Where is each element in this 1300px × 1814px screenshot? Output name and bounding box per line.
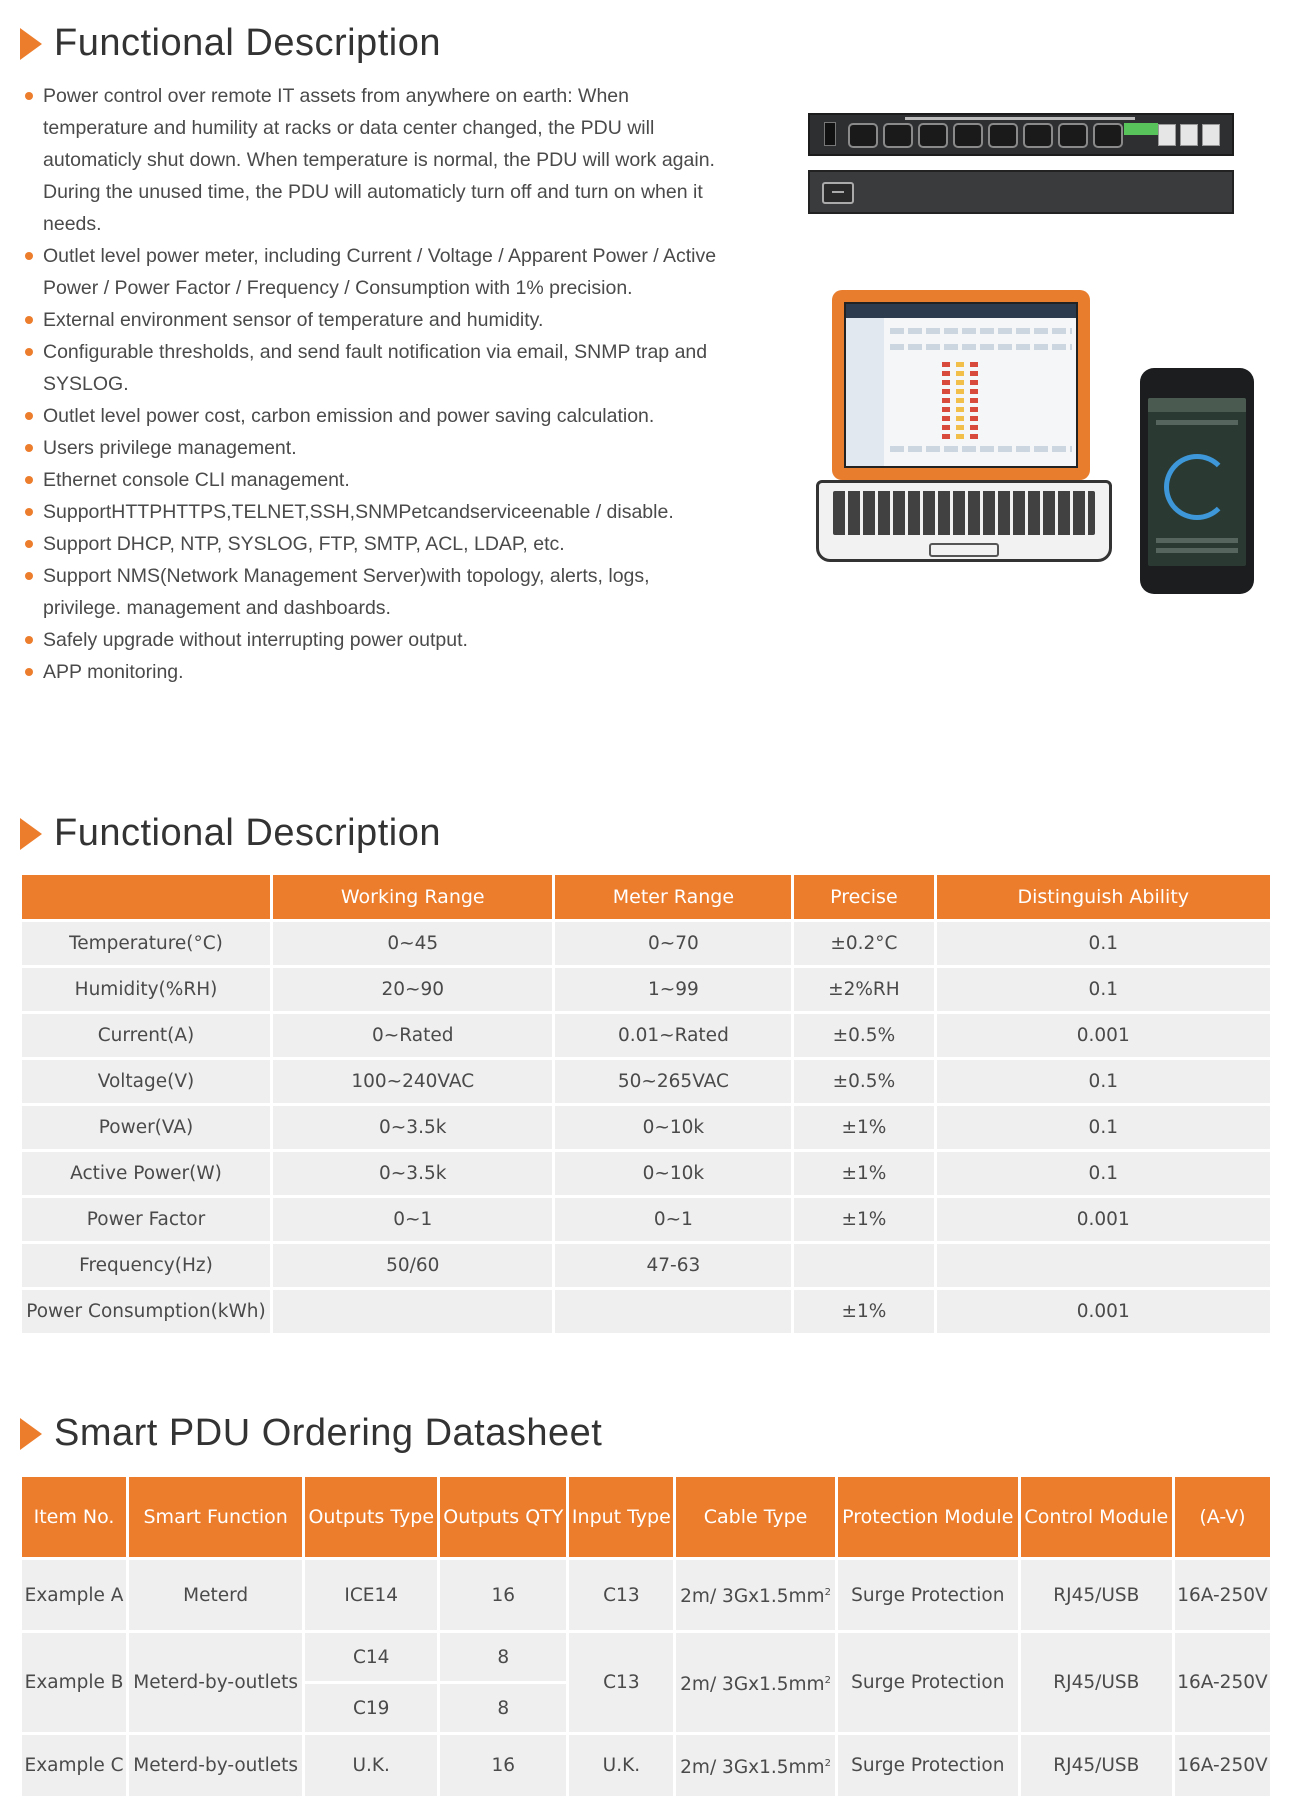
table-cell: Humidity(%RH) bbox=[22, 968, 270, 1011]
port-icon bbox=[1202, 124, 1220, 146]
superscript: 2 bbox=[824, 1587, 831, 1599]
outlet-icon bbox=[848, 123, 878, 148]
table-cell: Meterd bbox=[129, 1560, 302, 1630]
column-header: Working Range bbox=[273, 875, 552, 919]
table-cell: C14 bbox=[305, 1633, 437, 1681]
section-title-functional-1 bbox=[20, 22, 441, 65]
table-cell bbox=[794, 1244, 933, 1287]
table-cell: 100~240VAC bbox=[273, 1060, 552, 1103]
table-cell: 0~10k bbox=[555, 1152, 791, 1195]
list-item: Support NMS(Network Management Server)with topology, alerts, logs, privilege. management and dashboards. bbox=[22, 560, 722, 624]
cable-text: 2m/ 3Gx1.5mm bbox=[680, 1757, 825, 1779]
table-row bbox=[22, 1198, 1270, 1241]
triangle-bullet-icon bbox=[20, 818, 42, 850]
table-cell: ±1% bbox=[794, 1198, 933, 1241]
table-cell: C19 bbox=[305, 1684, 437, 1732]
table-row bbox=[22, 1633, 1270, 1681]
table-cell: Meterd-by-outlets bbox=[129, 1735, 302, 1796]
table-cell: Voltage(V) bbox=[22, 1060, 270, 1103]
triangle-bullet-icon bbox=[20, 1418, 42, 1450]
table-cell: 0.1 bbox=[937, 968, 1270, 1011]
section-heading: Smart PDU Ordering Datasheet bbox=[54, 1412, 603, 1454]
table-cell: 0~1 bbox=[273, 1198, 552, 1241]
list-item: SupportHTTPHTTPS,TELNET,SSH,SNMPetcandserviceenable / disable. bbox=[22, 496, 722, 528]
table-cell: C13 bbox=[569, 1560, 673, 1630]
table-row bbox=[22, 1290, 1270, 1333]
table-cell: 16 bbox=[440, 1560, 566, 1630]
table-cell: Surge Protection bbox=[838, 1633, 1018, 1732]
table-cell: ±0.5% bbox=[794, 1060, 933, 1103]
phone-screen bbox=[1148, 398, 1246, 566]
column-header: Outputs Type bbox=[305, 1477, 437, 1557]
table-cell: 0.1 bbox=[937, 922, 1270, 965]
table-row bbox=[22, 1560, 1270, 1630]
pdu-front-image bbox=[808, 113, 1234, 156]
laptop-keyboard-image bbox=[816, 480, 1112, 562]
table-cell: 8 bbox=[440, 1633, 566, 1681]
table-cell: Power Consumption(kWh) bbox=[22, 1290, 270, 1333]
table-cell: Surge Protection bbox=[838, 1560, 1018, 1630]
superscript: 2 bbox=[824, 1674, 831, 1686]
table-cell: 0.1 bbox=[937, 1060, 1270, 1103]
table-cell: 50/60 bbox=[273, 1244, 552, 1287]
table-cell: 0.001 bbox=[937, 1290, 1270, 1333]
spec-table bbox=[19, 872, 1273, 1336]
list-item: Support DHCP, NTP, SYSLOG, FTP, SMTP, ACL, LDAP, etc. bbox=[22, 528, 722, 560]
table-cell: 0~70 bbox=[555, 922, 791, 965]
section-title-functional-2 bbox=[20, 812, 441, 855]
table-cell: ±1% bbox=[794, 1290, 933, 1333]
table-cell: 1~99 bbox=[555, 968, 791, 1011]
table-cell: Example B bbox=[22, 1633, 126, 1732]
outlet-icon bbox=[918, 123, 948, 148]
table-cell: 0.01~Rated bbox=[555, 1014, 791, 1057]
triangle-bullet-icon bbox=[20, 28, 42, 60]
column-header: Distinguish Ability bbox=[937, 875, 1270, 919]
table-cell: C13 bbox=[569, 1633, 673, 1732]
table-row bbox=[22, 922, 1270, 965]
table-cell bbox=[676, 1633, 834, 1732]
table-cell: 0~1 bbox=[555, 1198, 791, 1241]
table-cell: RJ45/USB bbox=[1021, 1560, 1172, 1630]
table-cell: Power Factor bbox=[22, 1198, 270, 1241]
port-icon bbox=[1180, 124, 1198, 146]
table-row bbox=[22, 1152, 1270, 1195]
touchpad bbox=[929, 543, 999, 557]
table-header-row bbox=[22, 875, 1270, 919]
table-row bbox=[22, 1014, 1270, 1057]
table-cell: 0.1 bbox=[937, 1106, 1270, 1149]
table-cell bbox=[555, 1290, 791, 1333]
column-header: Cable Type bbox=[676, 1477, 834, 1557]
table-cell: 0~3.5k bbox=[273, 1106, 552, 1149]
column-header: Input Type bbox=[569, 1477, 673, 1557]
table-cell: RJ45/USB bbox=[1021, 1633, 1172, 1732]
table-cell: ±1% bbox=[794, 1106, 933, 1149]
column-header bbox=[22, 875, 270, 919]
power-switch-icon bbox=[824, 122, 836, 146]
table-cell: Frequency(Hz) bbox=[22, 1244, 270, 1287]
table-cell: 0.001 bbox=[937, 1014, 1270, 1057]
table-cell: U.K. bbox=[305, 1735, 437, 1796]
table-cell: 0~45 bbox=[273, 922, 552, 965]
outlet-icon bbox=[988, 123, 1018, 148]
section-heading: Functional Description bbox=[54, 812, 441, 854]
table-cell: RJ45/USB bbox=[1021, 1735, 1172, 1796]
table-cell: 16A-250V bbox=[1175, 1560, 1270, 1630]
section-heading: Functional Description bbox=[54, 22, 441, 64]
table-cell: Example C bbox=[22, 1735, 126, 1796]
table-row bbox=[22, 968, 1270, 1011]
table-cell: 16A-250V bbox=[1175, 1735, 1270, 1796]
table-row bbox=[22, 1060, 1270, 1103]
feature-list bbox=[22, 80, 722, 688]
table-cell bbox=[676, 1735, 834, 1796]
list-item: Users privilege management. bbox=[22, 432, 722, 464]
table-cell: Temperature(°C) bbox=[22, 922, 270, 965]
table-cell: ±2%RH bbox=[794, 968, 933, 1011]
cable-text: 2m/ 3Gx1.5mm bbox=[680, 1586, 825, 1608]
list-item: Power control over remote IT assets from anywhere on earth: When temperature and humility at racks or data center changed, the PDU will automaticly shut down. When temperature is normal, the PDU will work again. During the unused time, the PDU will automaticly turn off and turn on when it needs. bbox=[22, 80, 722, 240]
pdu-back-image bbox=[808, 170, 1234, 214]
table-header-row bbox=[22, 1477, 1270, 1557]
pdu-label-strip bbox=[905, 117, 1135, 120]
table-cell: 50~265VAC bbox=[555, 1060, 791, 1103]
ordering-table bbox=[19, 1474, 1273, 1799]
outlet-icon bbox=[1093, 123, 1123, 148]
table-cell: 16A-250V bbox=[1175, 1633, 1270, 1732]
table-cell bbox=[273, 1290, 552, 1333]
table-cell: 8 bbox=[440, 1684, 566, 1732]
list-item: Outlet level power meter, including Current / Voltage / Apparent Power / Active Power / Power Factor / Frequency / Consumption with 1% precision. bbox=[22, 240, 722, 304]
list-item: Ethernet console CLI management. bbox=[22, 464, 722, 496]
list-item: External environment sensor of temperature and humidity. bbox=[22, 304, 722, 336]
section-title-ordering bbox=[20, 1412, 602, 1455]
power-inlet-icon bbox=[822, 182, 854, 204]
table-cell: Power(VA) bbox=[22, 1106, 270, 1149]
column-header: Item No. bbox=[22, 1477, 126, 1557]
network-ports bbox=[1158, 124, 1220, 146]
table-cell: ICE14 bbox=[305, 1560, 437, 1630]
table-cell: 16 bbox=[440, 1735, 566, 1796]
list-item: Configurable thresholds, and send fault notification via email, SNMP trap and SYSLOG. bbox=[22, 336, 722, 400]
table-cell: Surge Protection bbox=[838, 1735, 1018, 1796]
table-cell: 0.001 bbox=[937, 1198, 1270, 1241]
table-row bbox=[22, 1106, 1270, 1149]
column-header: Outputs QTY bbox=[440, 1477, 566, 1557]
table-cell bbox=[937, 1244, 1270, 1287]
phone-image bbox=[1140, 368, 1254, 594]
column-header: Control Module bbox=[1021, 1477, 1172, 1557]
port-icon bbox=[1158, 124, 1176, 146]
table-cell: 0.1 bbox=[937, 1152, 1270, 1195]
column-header: Precise bbox=[794, 875, 933, 919]
table-cell: Active Power(W) bbox=[22, 1152, 270, 1195]
list-item: APP monitoring. bbox=[22, 656, 722, 688]
table-cell: Example A bbox=[22, 1560, 126, 1630]
superscript: 2 bbox=[824, 1757, 831, 1769]
table-cell: Meterd-by-outlets bbox=[129, 1633, 302, 1732]
table-cell: 0~Rated bbox=[273, 1014, 552, 1057]
laptop-screen bbox=[844, 302, 1078, 468]
outlet-icon bbox=[883, 123, 913, 148]
table-cell: 0~10k bbox=[555, 1106, 791, 1149]
column-header: Smart Function bbox=[129, 1477, 302, 1557]
column-header: Protection Module bbox=[838, 1477, 1018, 1557]
table-row bbox=[22, 1244, 1270, 1287]
outlet-icon bbox=[1058, 123, 1088, 148]
table-row bbox=[22, 1735, 1270, 1796]
pdu-outlets bbox=[848, 123, 1123, 148]
table-cell: Current(A) bbox=[22, 1014, 270, 1057]
column-header: (A-V) bbox=[1175, 1477, 1270, 1557]
outlet-icon bbox=[953, 123, 983, 148]
laptop-image bbox=[832, 290, 1090, 480]
table-cell: ±0.2°C bbox=[794, 922, 933, 965]
cable-text: 2m/ 3Gx1.5mm bbox=[680, 1674, 825, 1696]
table-cell: 0~3.5k bbox=[273, 1152, 552, 1195]
outlet-icon bbox=[1023, 123, 1053, 148]
table-cell: 20~90 bbox=[273, 968, 552, 1011]
gauge-icon bbox=[1164, 454, 1230, 520]
list-item: Outlet level power cost, carbon emission and power saving calculation. bbox=[22, 400, 722, 432]
column-header: Meter Range bbox=[555, 875, 791, 919]
table-cell: ±0.5% bbox=[794, 1014, 933, 1057]
table-cell: U.K. bbox=[569, 1735, 673, 1796]
table-cell: 47-63 bbox=[555, 1244, 791, 1287]
status-leds bbox=[1124, 123, 1158, 135]
table-cell bbox=[676, 1560, 834, 1630]
table-cell: ±1% bbox=[794, 1152, 933, 1195]
list-item: Safely upgrade without interrupting power output. bbox=[22, 624, 722, 656]
